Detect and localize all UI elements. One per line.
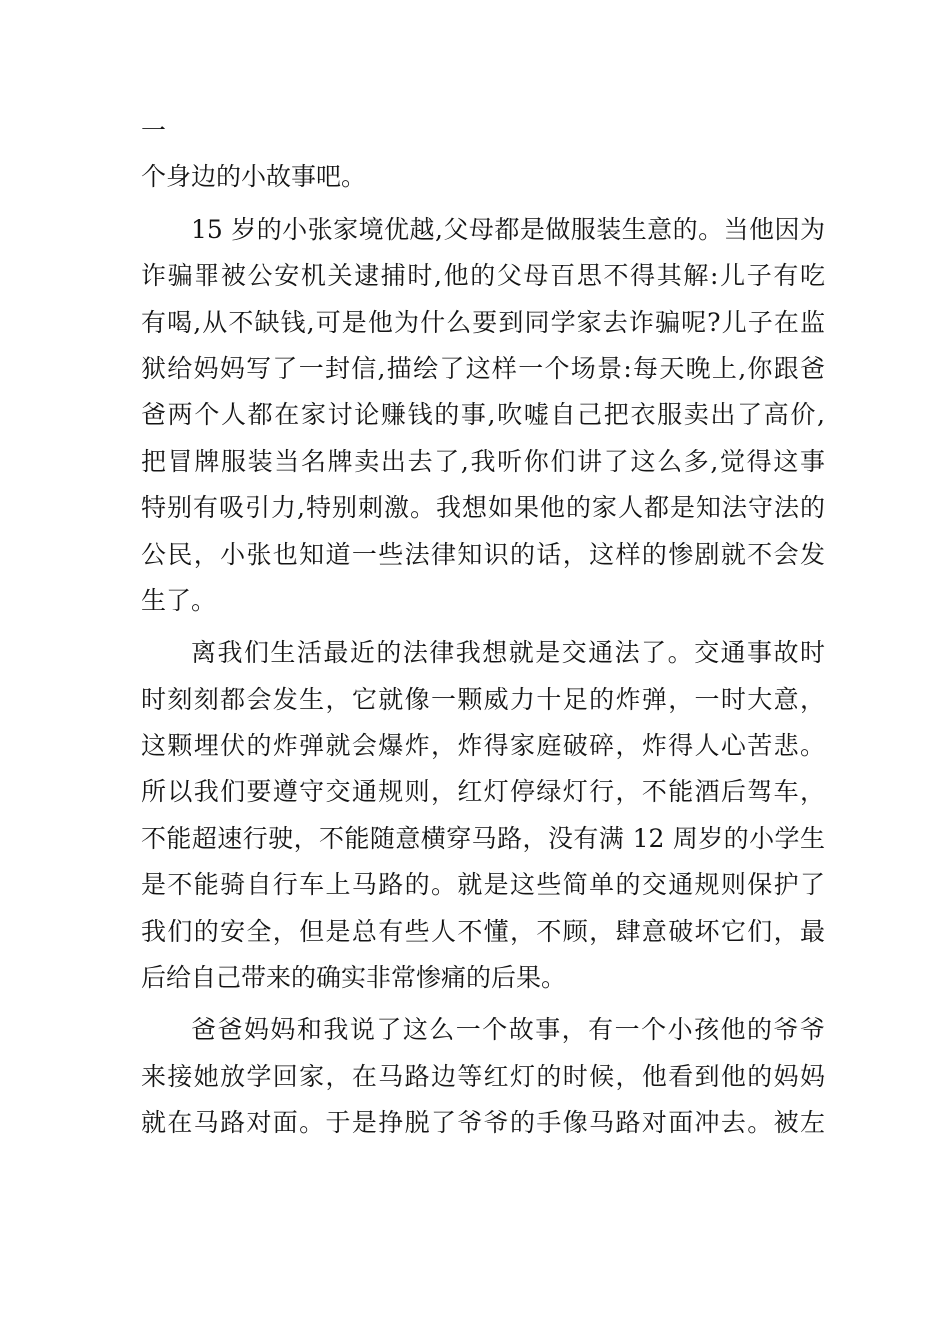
paragraph-first-line: 离我们生活最近的法律我想就是交通法了。交通事故时 bbox=[191, 638, 825, 668]
text-line: 个身边的小故事吧。 bbox=[141, 162, 367, 192]
text-line: 爸两个人都在家讨论赚钱的事,吹嘘自己把衣服卖出了高价, bbox=[141, 400, 825, 430]
text-line: 公民，小张也知道一些法律知识的话，这样的惨剧就不会发 bbox=[141, 539, 825, 569]
text-line: 有喝,从不缺钱,可是他为什么要到同学家去诈骗呢?儿子在监 bbox=[141, 307, 825, 337]
text-line: 诈骗罪被公安机关逮捕时,他的父母百思不得其解:儿子有吃 bbox=[141, 261, 825, 291]
paragraph-first-line: 15 岁的小张家境优越,父母都是做服装生意的。当他因为 bbox=[191, 214, 825, 244]
paragraph-first-line: 爸爸妈妈和我说了这么一个故事，有一个小孩他的爷爷 bbox=[191, 1015, 825, 1045]
body-text bbox=[141, 108, 825, 1147]
text-line: 所以我们要遵守交通规则，红灯停绿灯行，不能酒后驾车， bbox=[141, 777, 825, 807]
text-line: 这颗埋伏的炸弹就会爆炸，炸得家庭破碎，炸得人心苦悲。 bbox=[141, 731, 825, 761]
text-line: 后给自己带来的确实非常惨痛的后果。 bbox=[141, 963, 567, 993]
text-line: 我们的安全，但是总有些人不懂，不顾，肆意破坏它们，最 bbox=[141, 916, 825, 946]
text-line: 时刻刻都会发生，它就像一颗威力十足的炸弹，一时大意， bbox=[141, 684, 825, 714]
text-line: 狱给妈妈写了一封信,描绘了这样一个场景:每天晚上,你跟爸 bbox=[141, 353, 825, 383]
text-line: 把冒牌服装当名牌卖出去了,我听你们讲了这么多,觉得这事 bbox=[141, 446, 825, 476]
text-line: 特别有吸引力,特别刺激。我想如果他的家人都是知法守法的 bbox=[141, 493, 825, 523]
text-line: 生了。 bbox=[141, 585, 217, 615]
text-line: 一 bbox=[141, 116, 167, 145]
text-line: 是不能骑自行车上马路的。就是这些简单的交通规则保护了 bbox=[141, 870, 825, 900]
text-line: 不能超速行驶，不能随意横穿马路，没有满 12 周岁的小学生 bbox=[141, 823, 825, 853]
text-line: 就在马路对面。于是挣脱了爷爷的手像马路对面冲去。被左 bbox=[141, 1108, 825, 1138]
text-line: 来接她放学回家，在马路边等红灯的时候，他看到他的妈妈 bbox=[141, 1061, 825, 1091]
